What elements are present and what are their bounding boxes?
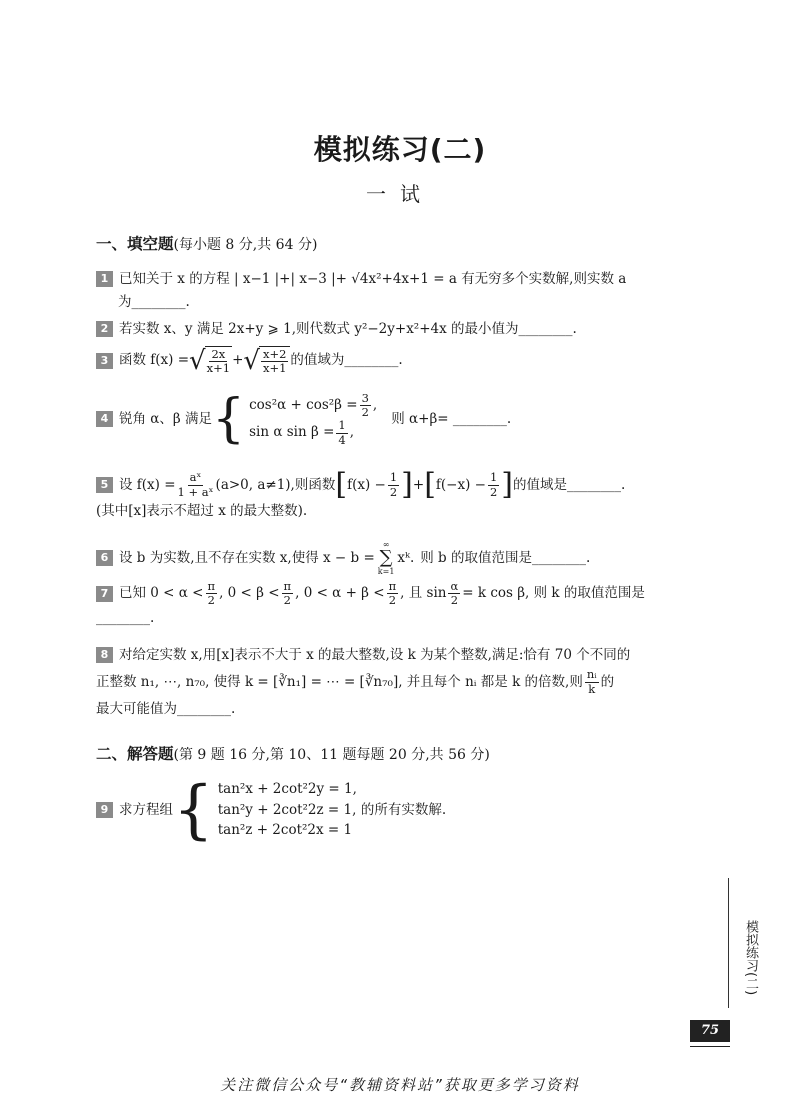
- problem-number: 8: [96, 647, 113, 663]
- problem-text: 则 α+β= ________.: [391, 410, 512, 427]
- problem-text: 对给定实数 x,用[x]表示不大于 x 的最大整数,设 k 为某个整数,满足:恰有 70 个不同的: [119, 647, 631, 663]
- equation: tan²x + 2cot²2y = 1,: [217, 780, 357, 797]
- fraction-denominator: 2: [450, 593, 459, 608]
- problem-text-line2: 为________.: [118, 293, 190, 310]
- problem-number: 4: [96, 411, 113, 427]
- problem-text-line2: (其中[x]表示不超过 x 的最大整数).: [96, 503, 308, 519]
- problem-text: 求方程组: [119, 801, 173, 818]
- problem-text: 的值域是________.: [513, 476, 626, 493]
- problem-text: 则 b 的取值范围是________.: [420, 549, 591, 566]
- problem-text: , 且 sin: [400, 585, 447, 602]
- fraction-numerator: 1: [389, 470, 398, 485]
- fraction-denominator: 4: [338, 432, 346, 447]
- problem-number: 1: [96, 271, 113, 287]
- problem-text: 设 f(x) =: [119, 476, 176, 493]
- section-heading-text: 一、填空题: [96, 235, 174, 253]
- punctuation: ,: [349, 424, 355, 441]
- problem-4: [96, 389, 716, 450]
- problem-text: 的: [600, 673, 615, 690]
- problem-text: 的所有实数解.: [360, 801, 447, 818]
- problem-9: [96, 773, 716, 847]
- equation: cos²α + cos²β =: [249, 396, 358, 413]
- problem-text: , 0 < α + β <: [295, 585, 385, 602]
- fraction-denominator: x+1: [206, 361, 231, 376]
- equation-system: [249, 392, 377, 447]
- side-tab-label: 模拟练习(二): [743, 920, 758, 996]
- sqrt-expression: √ $\frac{x+2}{x+1}$: [243, 346, 290, 375]
- problem-number: 2: [96, 321, 113, 337]
- page-number-rule: [690, 1046, 730, 1047]
- sum-lower-limit: k=1: [377, 567, 395, 577]
- footer-watermark: 关注微信公众号“教辅资料站”获取更多学习资料: [220, 1076, 580, 1094]
- fraction-numerator: 1: [338, 418, 346, 433]
- fraction-denominator: k: [588, 681, 596, 696]
- problem-number: 7: [96, 586, 113, 602]
- fraction-denominator: 2: [361, 405, 369, 420]
- section-heading-note: (第 9 题 16 分,第 10、11 题每题 20 分,共 56 分): [173, 747, 490, 763]
- equation: tan²z + 2cot²2x = 1: [217, 822, 353, 839]
- system-brace: {: [212, 389, 246, 450]
- fraction-denominator: 2: [388, 593, 397, 608]
- problem-1: [96, 268, 716, 314]
- fraction-numerator: 3: [361, 391, 369, 405]
- plus-sign: +: [412, 476, 425, 493]
- fraction-denominator: 2: [489, 484, 498, 499]
- bracket-expression: f(x) −: [347, 476, 386, 493]
- problem-text: 函数 f(x) =: [119, 352, 190, 369]
- equation-system: [218, 779, 357, 842]
- fraction-numerator: 2x: [211, 347, 226, 361]
- problem-5: 5 设 f(x) = $\frac{\text{aˣ}}{\text{1 + aˣ}}$ (a>0, a≠1),则函数 [ f(x) − $\frac{1}{2}$ ] + [ f(−x) − $\frac{1}{2}$ ] 的值域是________. (其中[x]表示不超过 x 的最大整数).: [96, 470, 716, 523]
- fraction-denominator: 2: [389, 484, 398, 499]
- section-heading-fill-in: [96, 232, 317, 254]
- fraction-denominator: x+1: [262, 361, 287, 376]
- problem-7: [96, 580, 716, 630]
- problem-text: 正整数 n₁, ⋯, n₇₀, 使得 k = [∛n₁] = ⋯ = [∛n₇₀], 并且每个 nᵢ 都是 k 的倍数,则: [96, 673, 583, 690]
- fraction-numerator: π: [207, 579, 216, 593]
- problem-text: (a>0, a≠1),则函数: [215, 476, 336, 493]
- problem-text-line3: 最大可能值为________.: [96, 700, 236, 717]
- problem-number: 9: [96, 802, 113, 818]
- fraction-numerator: π: [388, 579, 397, 593]
- problem-text: = k cos β, 则 k 的取值范围是: [462, 585, 645, 602]
- fraction-numerator: 1: [489, 470, 498, 485]
- sum-term: xᵏ.: [397, 549, 415, 566]
- problem-text: 锐角 α、β 满足: [119, 410, 213, 427]
- problem-text: 若实数 x、y 满足 2x+y ⩾ 1,则代数式 y²−2y+x²+4x 的最小值为________.: [119, 321, 577, 337]
- problem-text: 已知 0 < α <: [119, 585, 204, 602]
- bracket-expression: f(−x) −: [435, 476, 486, 493]
- problem-number: 3: [96, 353, 113, 369]
- fraction-numerator: x+2: [262, 347, 287, 361]
- page-number: 75: [690, 1020, 730, 1042]
- section-heading-answer: [96, 742, 490, 764]
- fraction-numerator: α: [450, 579, 459, 593]
- punctuation: ,: [372, 396, 378, 413]
- problem-6: [96, 540, 716, 576]
- system-brace: {: [173, 773, 214, 847]
- fraction-denominator: 2: [283, 593, 291, 608]
- page-title: 模拟练习(二): [313, 133, 487, 166]
- page-subtitle: 一试: [366, 182, 434, 206]
- problem-8: [96, 642, 716, 722]
- problem-text: 已知关于 x 的方程 | x−1 |+| x−3 |+ √4x²+4x+1 = a 有无穷多个实数解,则实数 a: [119, 271, 627, 287]
- problem-text: 设 b 为实数,且不存在实数 x,使得 x − b =: [119, 549, 375, 566]
- problem-3: [96, 346, 716, 375]
- problem-text: , 0 < β <: [219, 585, 280, 602]
- plus-sign: +: [232, 352, 244, 369]
- fraction-denominator: 1 + aˣ: [177, 484, 214, 499]
- sum-symbol: ∑: [379, 547, 393, 569]
- sqrt-expression: √ $\frac{2x}{x+1}$: [189, 345, 231, 376]
- equation: tan²y + 2cot²2z = 1,: [217, 801, 357, 818]
- fraction-numerator: nᵢ: [586, 667, 597, 682]
- section-heading-note: (每小题 8 分,共 64 分): [173, 237, 318, 253]
- section-heading-text: 二、解答题: [96, 745, 174, 763]
- problem-number: 5: [96, 477, 113, 493]
- problem-2: [96, 318, 716, 341]
- equation: sin α sin β =: [249, 424, 335, 441]
- fraction-denominator: 2: [207, 593, 215, 608]
- fraction-numerator: π: [283, 579, 292, 593]
- problem-number: 6: [96, 550, 113, 566]
- problem-text: 的值域为________.: [290, 352, 403, 369]
- sum-upper-limit: ∞: [382, 540, 390, 549]
- problem-text-line2: ________.: [96, 610, 155, 627]
- fraction-numerator: aˣ: [189, 470, 202, 485]
